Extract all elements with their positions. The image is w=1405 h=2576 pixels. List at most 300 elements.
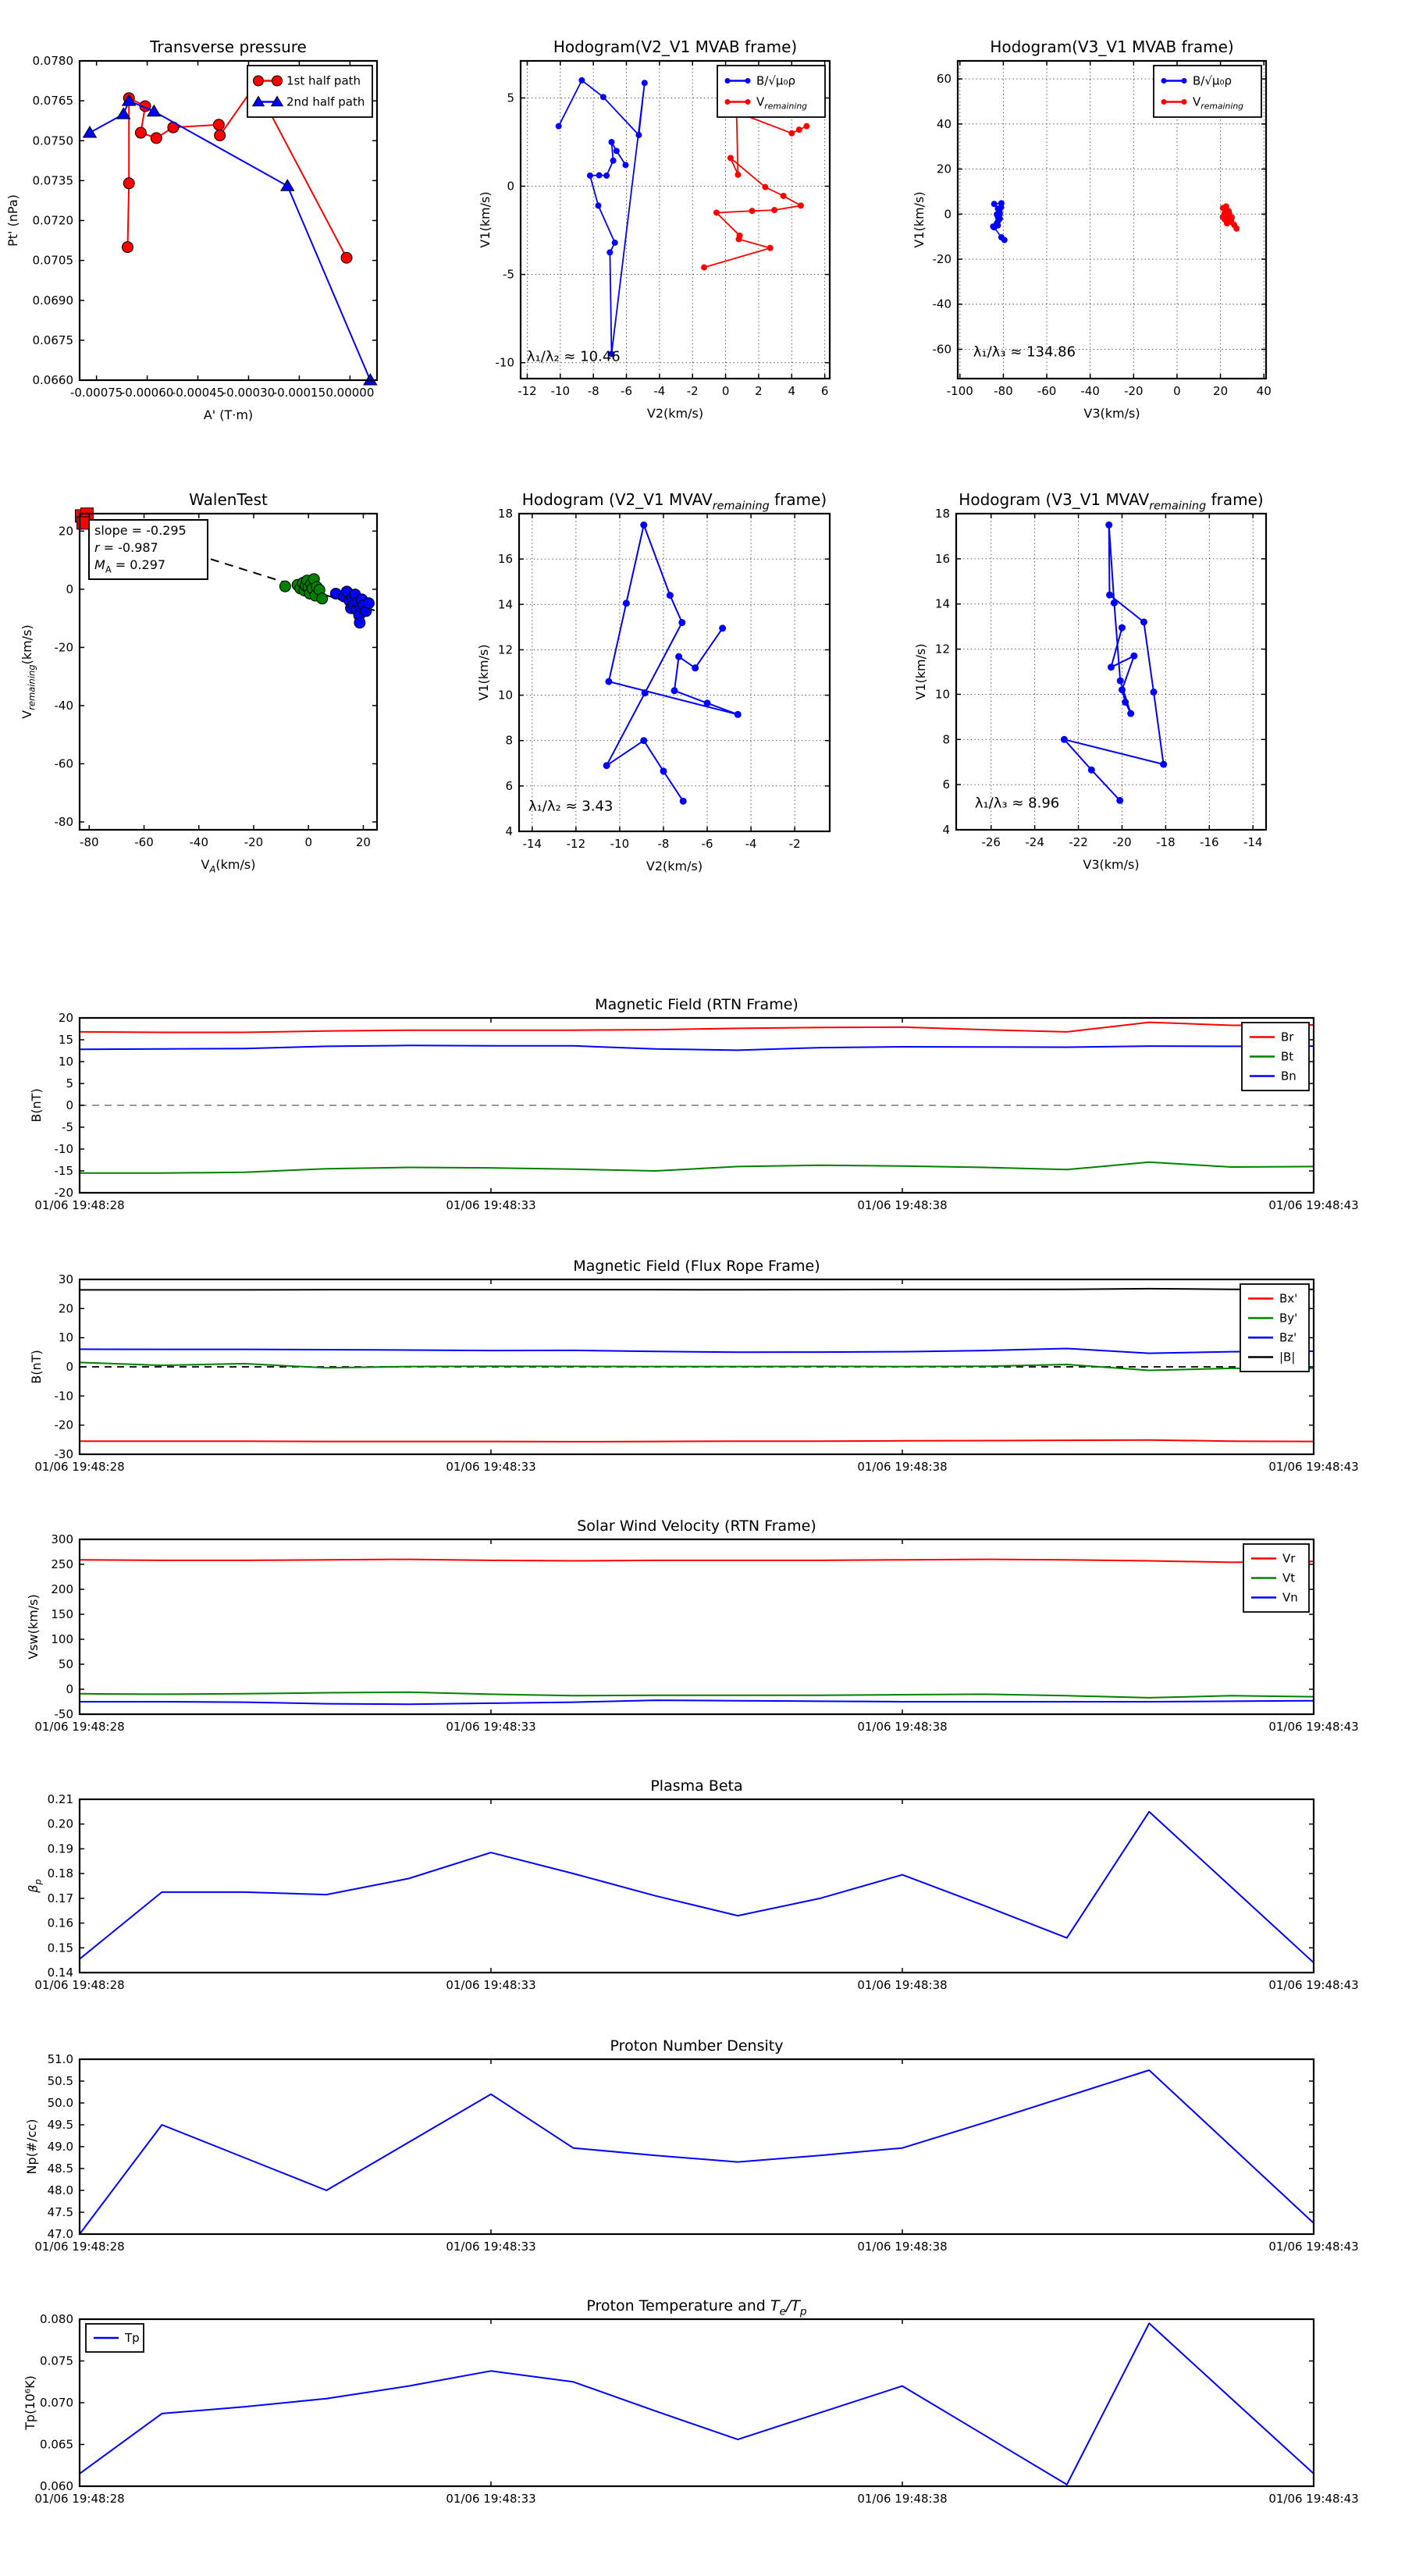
legend-label: Vn — [1282, 1590, 1298, 1605]
series-green-cluster — [279, 574, 327, 604]
y-tick-label: 10 — [934, 687, 950, 702]
data-point-marker — [622, 162, 628, 168]
data-point-marker — [1119, 624, 1126, 632]
y-axis-label: Vsw(km/s) — [26, 1594, 41, 1660]
data-point-marker — [675, 653, 682, 660]
x-tick-label: -20 — [1112, 835, 1132, 849]
series-line — [1064, 525, 1163, 801]
data-point-marker — [798, 202, 804, 208]
chart-title: Proton Temperature and $T_e/T_p$ — [586, 2297, 807, 2318]
x-tick-label: 2 — [755, 384, 763, 398]
y-tick-label: 0 — [507, 179, 514, 194]
plot-walen-test — [20, 490, 377, 874]
x-tick-label: 01/06 19:48:43 — [1268, 1720, 1359, 1734]
data-point-marker — [1117, 678, 1124, 685]
series-V-remaining — [1220, 203, 1240, 231]
eigenvalue-ratio-annotation: λ₁/λ₂ ≈ 10.46 — [526, 348, 621, 365]
x-tick-label: 0.00000 — [325, 386, 375, 400]
x-tick-label: 0 — [721, 384, 730, 398]
y-tick-label: 20 — [58, 524, 73, 539]
data-point-marker — [745, 99, 751, 105]
x-tick-label: -8 — [587, 384, 599, 398]
data-point-marker — [587, 173, 593, 179]
data-point-marker — [603, 173, 610, 179]
y-tick-label: 6 — [505, 778, 513, 793]
y-tick-label: 60 — [936, 72, 951, 87]
axis-ticks — [80, 2319, 1314, 2486]
data-point-marker — [603, 762, 610, 769]
y-tick-label: 49.0 — [47, 2140, 73, 2154]
data-point-marker — [991, 224, 998, 230]
y-tick-label: 0.0660 — [32, 373, 73, 387]
x-tick-label: 01/06 19:48:38 — [857, 1198, 948, 1212]
data-point-marker — [803, 123, 809, 130]
series-B-over-sqrt-mu0rho — [990, 200, 1007, 243]
series-Tp — [80, 2323, 1314, 2485]
data-point-marker — [605, 678, 612, 685]
data-point-marker — [1088, 767, 1095, 774]
data-point-marker — [135, 127, 146, 138]
y-tick-label: 5 — [507, 91, 514, 105]
y-tick-label: 5 — [66, 1076, 73, 1091]
y-tick-label: 0.080 — [40, 2312, 73, 2326]
data-point-marker — [635, 132, 642, 138]
series-line — [559, 80, 645, 354]
x-tick-label: 01/06 19:48:33 — [446, 2492, 536, 2506]
data-point-marker — [719, 624, 726, 632]
x-tick-label: 01/06 19:48:33 — [446, 1720, 536, 1734]
x-tick-label: 6 — [820, 384, 829, 398]
x-tick-label: 0 — [304, 835, 312, 849]
data-point-marker — [1127, 710, 1134, 717]
y-tick-label: 8 — [505, 733, 513, 748]
data-point-marker — [704, 699, 711, 706]
y-tick-label: 0.075 — [40, 2354, 73, 2368]
x-tick-label: 01/06 19:48:43 — [1268, 2492, 1359, 2506]
series-Np — [80, 2070, 1314, 2234]
data-point-marker — [279, 581, 290, 592]
plot-hodogram-v2v1-mvab — [478, 37, 830, 421]
x-tick-label: -4 — [745, 837, 757, 851]
y-tick-label: 0 — [944, 207, 951, 222]
y-tick-label: 16 — [497, 552, 513, 567]
series-line — [80, 1162, 1314, 1173]
y-tick-label: 0.16 — [47, 1916, 73, 1930]
chart-title: Hodogram(V3_V1 MVAB frame) — [990, 37, 1234, 56]
series-By-prime — [80, 1362, 1314, 1370]
data-point-marker — [1160, 761, 1167, 768]
series-blue-cluster — [330, 586, 374, 628]
legend — [1242, 1023, 1309, 1091]
x-tick-label: -40 — [189, 835, 209, 849]
series-line — [80, 1045, 1314, 1050]
y-tick-label: 14 — [934, 596, 950, 611]
data-point-marker — [1116, 797, 1123, 804]
y-tick-label: 8 — [942, 732, 950, 747]
legend-label: Bn — [1281, 1069, 1297, 1083]
x-tick-label: -4 — [653, 384, 666, 398]
data-point-marker — [736, 236, 742, 242]
y-tick-label: 0.0780 — [32, 54, 73, 68]
data-point-marker — [713, 209, 720, 215]
series-line — [80, 1700, 1314, 1704]
x-tick-label: -0.00075 — [69, 386, 123, 400]
x-tick-label: -80 — [80, 835, 99, 849]
data-point-marker — [1182, 78, 1187, 84]
y-axis-label: V1(km/s) — [912, 191, 927, 248]
y-tick-label: -80 — [54, 814, 73, 829]
data-point-marker — [727, 155, 734, 161]
plot-magnetic-field-flux-rope — [29, 1258, 1359, 1474]
data-point-marker — [762, 184, 768, 190]
y-axis-label: B(nT) — [29, 1350, 44, 1384]
series-B-magnitude — [80, 1289, 1314, 1290]
data-point-marker — [781, 193, 787, 199]
data-point-marker — [123, 178, 134, 189]
data-point-marker — [1105, 521, 1112, 528]
x-tick-label: -18 — [1156, 835, 1176, 849]
y-tick-label: 0.0750 — [32, 133, 73, 148]
data-point-marker — [1122, 699, 1129, 706]
y-tick-label: -20 — [54, 1418, 73, 1432]
data-point-marker — [660, 767, 667, 774]
series-Vn — [80, 1700, 1314, 1704]
legend-label: By' — [1279, 1311, 1298, 1325]
plot-transverse-pressure — [5, 37, 377, 422]
y-tick-label: 0 — [66, 1098, 73, 1112]
data-point-marker — [623, 600, 630, 607]
y-tick-label: 12 — [497, 642, 513, 657]
plot-hodogram-v3v1-mvav — [913, 490, 1266, 872]
chart-title: Solar Wind Velocity (RTN Frame) — [577, 1517, 816, 1535]
data-point-marker — [1161, 78, 1167, 84]
chart-title: Hodogram (V3_V1 $MVAV_{remaining}$ frame) — [959, 490, 1264, 513]
legend-label: Tp — [125, 2331, 140, 2345]
data-point-marker — [1106, 592, 1113, 599]
plot-hodogram-v3v1-mvab — [912, 37, 1272, 421]
y-tick-label: -10 — [495, 355, 514, 370]
y-tick-label: -20 — [54, 1186, 73, 1200]
legend — [247, 66, 372, 117]
y-tick-label: 0.17 — [47, 1891, 73, 1905]
data-point-marker — [596, 202, 602, 208]
x-tick-label: -0.00060 — [120, 386, 174, 400]
x-tick-label: -80 — [994, 384, 1013, 398]
x-tick-label: -20 — [244, 835, 264, 849]
y-axis-label: V1(km/s) — [913, 643, 928, 700]
legend-label: Bt — [1281, 1049, 1294, 1064]
y-axis-label: V1(km/s) — [478, 191, 493, 248]
series-Br — [80, 1023, 1314, 1033]
y-tick-label: 49.5 — [47, 2118, 73, 2132]
plot-hodogram-v2v1-mvav — [476, 490, 830, 873]
x-tick-label: -60 — [1037, 384, 1057, 398]
y-axis-label: Tp(10⁶K) — [23, 2375, 37, 2430]
data-point-marker — [608, 139, 614, 145]
data-point-marker — [1061, 736, 1068, 743]
data-point-marker — [680, 798, 687, 805]
series-line — [80, 1362, 1314, 1370]
y-tick-label: 100 — [51, 1632, 73, 1646]
x-tick-label: -10 — [550, 384, 571, 398]
eigenvalue-ratio-annotation: λ₁/λ₃ ≈ 8.96 — [974, 795, 1060, 812]
x-tick-label: -22 — [1069, 835, 1088, 849]
legend-label: B/√μ₀ρ — [756, 73, 795, 88]
data-point-marker — [745, 78, 751, 84]
legend-label: Br — [1281, 1030, 1294, 1044]
data-point-marker — [1224, 220, 1230, 226]
y-tick-label: 18 — [934, 507, 950, 521]
data-point-marker — [556, 123, 562, 130]
y-axis-label: Np(#/cc) — [24, 2119, 39, 2175]
y-axis-label: V1(km/s) — [476, 644, 491, 701]
data-point-marker — [578, 77, 585, 84]
x-tick-label: 01/06 19:48:28 — [34, 1978, 125, 1992]
series-Bz-prime — [80, 1349, 1314, 1354]
x-tick-label: 01/06 19:48:28 — [34, 1460, 125, 1474]
series-v-remaining-path — [1061, 521, 1167, 804]
x-tick-label: -12 — [518, 384, 537, 398]
data-point-marker — [610, 158, 617, 164]
y-tick-label: 0.070 — [40, 2396, 73, 2410]
data-point-marker — [642, 80, 648, 86]
y-tick-label: -15 — [54, 1164, 73, 1178]
axes-frame — [519, 514, 830, 831]
series-line — [90, 101, 370, 380]
data-point-marker — [612, 240, 618, 246]
x-tick-label: 01/06 19:48:33 — [446, 1460, 536, 1474]
plot-solar-wind-velocity — [26, 1517, 1359, 1734]
series-line — [80, 1692, 1314, 1698]
series-Bx-prime — [80, 1440, 1314, 1442]
x-tick-label: -0.00030 — [222, 386, 276, 400]
series-line — [80, 1560, 1314, 1563]
data-point-marker — [1151, 688, 1158, 696]
x-tick-label: 01/06 19:48:43 — [1268, 1978, 1359, 1992]
chart-title: Proton Number Density — [610, 2037, 784, 2055]
data-point-marker — [640, 521, 647, 528]
x-tick-label: 01/06 19:48:38 — [857, 2240, 948, 2254]
data-point-marker — [1130, 653, 1137, 660]
y-axis-label: $V_{remaining}(km/s)$ — [20, 624, 37, 719]
x-tick-label: 20 — [1213, 384, 1229, 398]
x-tick-label: -2 — [686, 384, 699, 398]
series-line — [80, 1440, 1314, 1442]
y-tick-label: 300 — [51, 1532, 73, 1546]
series-line — [80, 1812, 1314, 1962]
data-point-marker — [1140, 618, 1147, 625]
legend — [1240, 1284, 1309, 1372]
data-point-marker — [354, 617, 365, 628]
y-tick-label: 6 — [942, 777, 950, 792]
y-tick-label: -5 — [62, 1120, 73, 1134]
y-tick-label: 0.065 — [40, 2437, 73, 2452]
stats-line: r = -0.987 — [94, 540, 158, 555]
x-tick-label: -6 — [621, 384, 633, 398]
y-tick-label: 14 — [497, 597, 513, 612]
data-point-marker — [671, 687, 678, 694]
data-point-marker — [363, 598, 374, 609]
y-tick-label: 12 — [934, 642, 950, 656]
x-axis-label: V2(km/s) — [646, 406, 704, 421]
legend-label: $V_{remaining}$ — [1193, 94, 1244, 112]
y-tick-label: -40 — [932, 297, 951, 311]
legend — [1154, 66, 1261, 117]
series-Vr — [80, 1560, 1314, 1563]
y-tick-label: 10 — [58, 1330, 73, 1345]
x-tick-label: 01/06 19:48:38 — [857, 2492, 948, 2506]
data-point-marker — [1001, 237, 1008, 243]
y-tick-label: -60 — [54, 756, 73, 771]
series-line — [80, 1289, 1314, 1290]
data-point-marker — [596, 173, 603, 179]
x-tick-label: 01/06 19:48:28 — [34, 1198, 125, 1212]
data-point-marker — [640, 737, 647, 744]
y-tick-label: 0.18 — [47, 1866, 73, 1881]
x-tick-label: -14 — [1243, 835, 1263, 849]
x-tick-label: -6 — [701, 837, 713, 851]
x-tick-label: 0 — [1173, 384, 1181, 398]
series-line — [80, 1023, 1314, 1033]
data-point-marker — [1111, 600, 1118, 607]
stats-line: slope = -0.295 — [94, 523, 187, 538]
y-tick-label: 150 — [51, 1607, 73, 1621]
series-line — [80, 2323, 1314, 2485]
x-tick-label: 01/06 19:48:43 — [1268, 2240, 1359, 2254]
y-tick-label: 0.0765 — [32, 94, 73, 109]
axes-frame — [80, 1799, 1314, 1973]
x-tick-label: 01/06 19:48:28 — [34, 2240, 125, 2254]
data-point-marker — [1233, 226, 1240, 232]
stats-line: $M_A = 0.297$ — [94, 557, 166, 575]
x-tick-label: -16 — [1200, 835, 1219, 849]
grid — [519, 514, 830, 831]
data-point-marker — [788, 130, 795, 137]
x-tick-label: -100 — [946, 384, 973, 398]
chart-title: Transverse pressure — [150, 37, 307, 56]
data-point-marker — [1108, 664, 1115, 671]
data-point-marker — [341, 252, 352, 263]
chart-title: Hodogram(V2_V1 MVAB frame) — [553, 37, 798, 56]
y-tick-label: 10 — [58, 1055, 73, 1069]
data-point-marker — [678, 619, 685, 626]
y-tick-label: 4 — [942, 823, 950, 837]
legend-label: |B| — [1279, 1350, 1296, 1364]
data-point-marker — [701, 265, 707, 271]
y-tick-label: 48.0 — [47, 2183, 73, 2197]
y-tick-label: 18 — [497, 507, 513, 521]
eigenvalue-ratio-annotation: λ₁/λ₂ ≈ 3.43 — [528, 798, 614, 815]
axis-ticks — [80, 2059, 1314, 2234]
x-tick-label: -8 — [657, 837, 670, 851]
x-tick-label: 01/06 19:48:38 — [857, 1720, 948, 1734]
x-tick-label: -2 — [788, 837, 801, 851]
x-tick-label: 20 — [355, 835, 371, 849]
data-point-marker — [735, 172, 741, 178]
plot-proton-number-density — [24, 2037, 1359, 2254]
series-B-over-sqrt-mu0rho — [556, 77, 648, 357]
x-tick-label: -12 — [566, 837, 586, 851]
data-point-marker — [735, 711, 742, 718]
y-tick-label: -10 — [54, 1389, 73, 1404]
y-tick-label: 0.15 — [47, 1941, 73, 1955]
x-tick-label: 01/06 19:48:43 — [1268, 1198, 1359, 1212]
chart-title: WalenTest — [189, 490, 268, 509]
chart-title: Magnetic Field (RTN Frame) — [595, 996, 799, 1013]
data-point-marker — [725, 99, 731, 105]
data-point-marker — [281, 180, 294, 190]
data-point-marker — [614, 148, 620, 154]
data-point-marker — [767, 245, 774, 251]
x-axis-label: V2(km/s) — [646, 859, 703, 873]
y-tick-label: 0.0735 — [32, 173, 73, 188]
plot-plasma-beta — [26, 1777, 1359, 1992]
axes-frame — [80, 2319, 1314, 2486]
data-point-marker — [151, 133, 162, 144]
data-point-marker — [642, 689, 649, 696]
x-tick-label: -0.00045 — [171, 386, 225, 400]
chart-title: Magnetic Field (Flux Rope Frame) — [573, 1258, 820, 1275]
y-tick-label: 0.21 — [47, 1792, 73, 1806]
legend-label: Bz' — [1279, 1330, 1297, 1345]
data-point-marker — [796, 126, 802, 133]
y-tick-label: -30 — [54, 1447, 73, 1461]
axis-ticks — [519, 514, 830, 831]
legend-label: $V_{remaining}$ — [756, 94, 808, 112]
x-tick-label: 4 — [788, 384, 796, 398]
y-tick-label: 50 — [58, 1657, 73, 1671]
legend — [717, 66, 825, 117]
y-tick-label: 30 — [58, 1272, 73, 1286]
legend-label: B/√μ₀ρ — [1193, 73, 1232, 88]
y-tick-label: 15 — [58, 1033, 73, 1047]
plot-proton-temperature — [23, 2297, 1359, 2506]
y-tick-label: 10 — [497, 688, 513, 703]
x-tick-label: 01/06 19:48:28 — [34, 2492, 125, 2506]
y-axis-label: B(nT) — [29, 1088, 44, 1123]
y-tick-label: 250 — [51, 1557, 73, 1571]
plot-magnetic-field-rtn — [29, 996, 1359, 1212]
x-tick-label: -20 — [1124, 384, 1144, 398]
axis-ticks — [80, 1799, 1314, 1973]
y-tick-label: -50 — [54, 1707, 73, 1721]
series-line — [80, 1349, 1314, 1354]
y-tick-label: 0.0675 — [32, 333, 73, 347]
data-point-marker — [606, 249, 613, 255]
data-point-marker — [667, 592, 674, 599]
legend — [1243, 1544, 1309, 1612]
y-tick-label: 20 — [58, 1011, 73, 1025]
series-Bt — [80, 1162, 1314, 1173]
y-tick-label: 40 — [936, 116, 951, 131]
y-tick-label: -20 — [932, 252, 951, 267]
y-tick-label: 200 — [51, 1582, 73, 1596]
x-tick-label: -10 — [610, 837, 630, 851]
series-v-remaining-path — [603, 521, 742, 805]
series-line — [606, 525, 738, 802]
data-point-marker — [1119, 686, 1126, 693]
data-point-marker — [272, 76, 283, 86]
y-tick-label: 0.0705 — [32, 253, 73, 268]
y-tick-label: 4 — [505, 824, 513, 838]
y-tick-label: 0.0690 — [32, 293, 73, 308]
y-axis-label: $\beta_p$ — [26, 1879, 44, 1893]
x-tick-label: -40 — [1080, 384, 1100, 398]
x-tick-label: 01/06 19:48:38 — [857, 1978, 948, 1992]
y-tick-label: 47.0 — [47, 2227, 73, 2241]
data-point-marker — [600, 94, 606, 100]
y-axis-label: Pt' (nPa) — [5, 194, 20, 247]
